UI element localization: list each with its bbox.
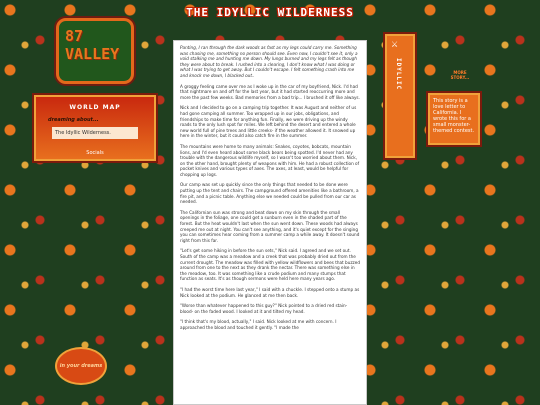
dreams-badge <box>55 347 107 385</box>
story-paragraph: Nick and I decided to go on a camping trip together. It was August and neither of us had gone camping all summer. Too wrapped up in our jobs, obligations, and friendships to make time for anything fun. Finally, we were driving up the windy roads to the only lush spot for miles. We left behind the desert and entered a whole new world full of pine trees and little creeks- if the weather allowed it. It snowed up here in the winter, but it could also catch fire in the summer. <box>180 105 357 139</box>
story-paragraph: "Worse than whatever happened to this guy?" Nick pointed to a dried red stain- blood- on the faded wood. I looked at it and tilted my head. <box>180 303 348 314</box>
world-map-title: WORLD MAP <box>69 104 121 111</box>
socials-link[interactable]: Socials <box>86 150 104 156</box>
about-box <box>428 93 480 145</box>
world-map-item[interactable]: The Idyllic Wilderness. <box>52 127 138 139</box>
side-strip <box>385 34 415 158</box>
story-paragraph: "I think that's my blood, actually," I said. Nick looked at me with concern. I approached the blood and touched it gently. "I made the <box>180 319 337 330</box>
story-paragraph: Our camp was set up quickly since the only things that needed to be done were putting up the tent and chairs. The campground offered amenities like a bathroom, a fire pit, and a picnic table. Anything else we needed could be pulled from our car as needed. <box>180 182 359 205</box>
story-paragraph: "I had the worst time here last year," I said with a chuckle. I stepped onto a stump as Nick looked at the podium. He glanced at me then back. <box>180 286 360 298</box>
story-paragraph: "Let's get some hiking in before the sun sets," Nick said. I agreed and we set out. South of the camp was a meadow and a creek that was probably dried out from the current drought. The meadow was filled with yellow wildflowers and bees that buzzed around from one to the next as they drank the nectar. There was something else in the meadow, too. It was something like a crude podium and many stumps that function as seats. It's as though sermons were held here many years ago. <box>180 248 360 282</box>
story-paragraph: The mountains were home to many animals: Snakes, coyotes, bobcats, mountain lions, and I'd even heard about some black bears being spotted. I'd never had any trouble with the dangerous wildlife myself, so I wasn't too worried about them. Nick, on the other hand, brought plenty of weapons with him. He had a robust collection of pocket knives and various types of axes. The axes, at least, would be helpful for chopping up logs. <box>180 143 360 177</box>
side-strip-label: IDYLLIC <box>395 58 402 91</box>
sword-icon: ⚔ <box>391 40 399 49</box>
story-paragraph: Panting, I ran through the dark woods as fast as my legs could carry me. Something was chasing me, something no person should see. Even now, I couldn't see it, only a void stalking me and hunting me down. My lungs burned and my legs felt as though they were about to break. I rushed into a clearing, I don't know what I was doing or what I was trying to get away. But I couldn't escape. I felt something crash into me and knock me down, I blacked out.. <box>180 45 358 78</box>
world-map-panel <box>34 95 156 161</box>
story-paragraph: A groggy feeling came over me as I woke up in the car of my boyfriend, Nick. I'd had that nightmare on and off for the last year, but it had started reoccurring more and more the past few weeks. Bad memories from a bad trip... I brushed it off like always. <box>180 83 360 100</box>
logo-text: 87 VALLEY <box>65 27 120 63</box>
site-logo[interactable] <box>56 18 134 84</box>
story-panel <box>173 40 367 405</box>
more-story-link[interactable]: MORE STORY... <box>450 70 470 80</box>
dreams-badge-text: in your dreams <box>59 363 103 369</box>
story-paragraph: The Californian sun was strong and beat down on my skin through the small openings in the foliage, one could get a sunburn even in the shaded part of the forest. But the heat wouldn't last when the sun went down. These woods had always creeped me out at night. You can't see anything, and it's quiet except for the singing you can sometimes hear coming from a summer camp a while away. It doesn't sound right from this far. <box>180 209 360 243</box>
page-title: THE IDYLLIC WILDERNESS <box>186 6 354 19</box>
world-map-subtitle: dreaming about... <box>48 117 99 123</box>
about-text: This story is a love letter to California. I wrote this for a small monster-themed contest. <box>433 98 475 134</box>
